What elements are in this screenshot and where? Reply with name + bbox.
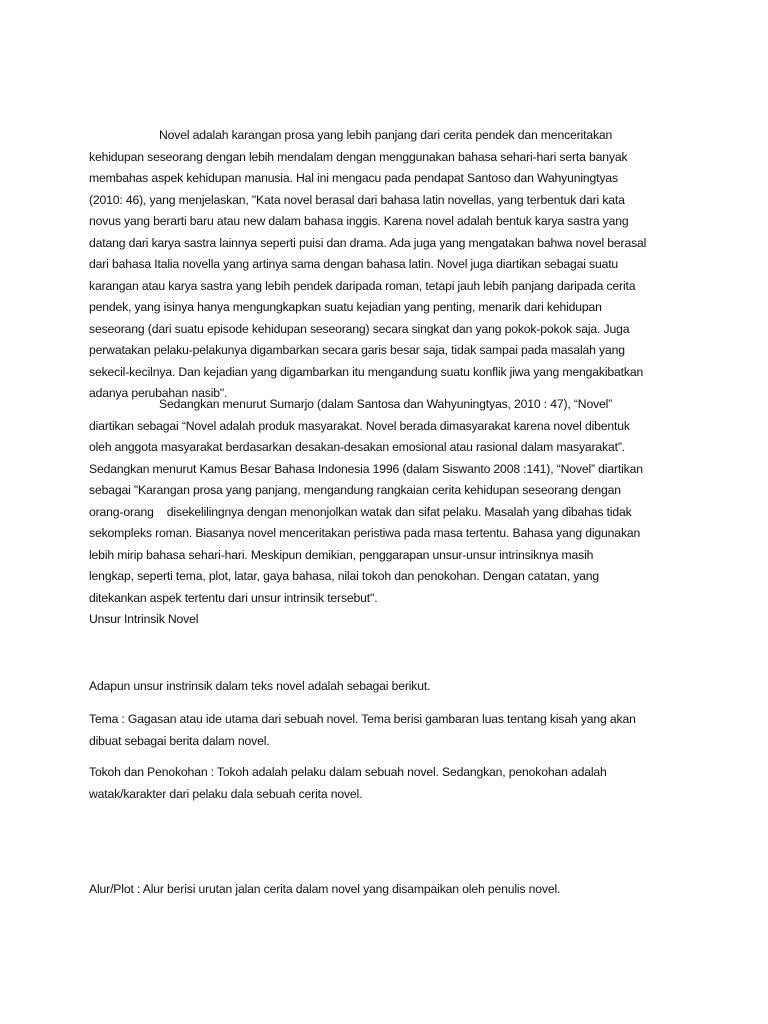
heading-text: Unsur Intrinsik Novel [89, 612, 199, 626]
text-line: Sedangkan menurut Kamus Besar Bahasa Indonesia 1996 (dalam Siswanto 2008 :141), “Novel” diartikan [89, 461, 643, 476]
text-line: datang dari karya sastra lainnya seperti puisi dan drama. Ada juga yang mengatakan bahwa novel berasal [89, 235, 647, 250]
text-line: oleh anggota masyarakat berdasarkan desakan-desakan emosional atau rasional dalam masyarakat”. [89, 440, 626, 454]
item-tema [89, 709, 689, 752]
text-line: Adapun unsur instrinsik dalam teks novel adalah sebagai berikut. [89, 679, 431, 693]
text-line: sekecil-kecilnya. Dan kejadian yang digambarkan itu mengandung suatu konflik jiwa yang mengakibatkan [89, 364, 644, 379]
paragraph-novel-definition [89, 125, 689, 405]
text-line: pendek, yang isinya hanya mengungkapkan suatu kejadian yang penting, menarik dari kehidupan [89, 300, 602, 314]
text-line: membahas aspek kehidupan manusia. Hal ini mengacu pada pendapat Santoso dan Wahyuningtyas [89, 171, 618, 185]
text-line: orang-orang disekelilingnya dengan menonjolkan watak dan sifat pelaku. Masalah yang dibahas tidak [89, 504, 632, 519]
text-line: lengkap, seperti tema, plot, latar, gaya bahasa, nilai tokoh dan penokohan. Dengan catatan, yang [89, 569, 600, 583]
text-line: karangan atau karya sastra yang lebih pendek daripada roman, tetapi jauh lebih panjang daripada cerita [89, 278, 636, 293]
text-line: Alur/Plot : Alur berisi urutan jalan cerita dalam novel yang disampaikan oleh penulis novel. [89, 882, 561, 896]
text-line: ditekankan aspek tertentu dari unsur intrinsik tersebut". [89, 590, 378, 605]
text-line: kehidupan seseorang dengan lebih mendalam dengan menggunakan bahasa sehari-hari serta banyak [89, 149, 628, 164]
text-line: dibuat sebagai berita dalam novel. [89, 733, 270, 748]
text-line: adanya perubahan nasib". [89, 386, 228, 400]
text-line: novus yang berarti baru atau new dalam bahasa inggis. Karena novel adalah bentuk karya sastra yang [89, 214, 629, 228]
text-line: perwatakan pelaku-pelakunya digambarkan secara garis besar saja, tidak sampai pada masalah yang [89, 343, 625, 357]
text-line: Tema : Gagasan atau ide utama dari sebuah novel. Tema berisi gambaran luas tentang kisah yang akan [89, 712, 636, 726]
item-tokoh-penokohan [89, 762, 689, 805]
item-alur-plot [89, 879, 689, 901]
paragraph-sumarjo-quote [89, 394, 689, 609]
text-line: (2010: 46), yang menjelaskan, "Kata novel berasal dari bahasa latin novellas, yang terbentuk dari kata [89, 192, 625, 207]
text-line: Tokoh dan Penokohan : Tokoh adalah pelaku dalam sebuah novel. Sedangkan, penokohan adalah [89, 765, 607, 779]
text-line: sekompleks roman. Biasanya novel menceritakan peristiwa pada masa tertentu. Bahasa yang digunakan [89, 526, 641, 540]
text-line: Sedangkan menurut Sumarjo (dalam Santosa dan Wahyuningtyas, 2010 : 47), “Novel” [159, 397, 613, 411]
text-line: diartikan sebagai “Novel adalah produk masyarakat. Novel berada dimasyarakat karena novel dibentuk [89, 418, 630, 433]
text-line: lebih mirip bahasa sehari-hari. Meskipun demikian, penggarapan unsur-unsur intrinsiknya masih [89, 547, 594, 562]
text-line: seseorang (dari suatu episode kehidupan seseorang) secara singkat dan yang pokok-pokok saja. Juga [89, 321, 630, 336]
text-line: watak/karakter dari pelaku dala sebuah cerita novel. [89, 786, 363, 801]
section-heading [89, 609, 689, 631]
intro-sentence [89, 676, 689, 698]
text-line: dari bahasa Italia novella yang artinya sama dengan bahasa latin. Novel juga diartikan sebagai suatu [89, 257, 619, 271]
text-line: sebagai "Karangan prosa yang panjang, mengandung rangkaian cerita kehidupan seseorang dengan [89, 483, 621, 497]
text-line: Novel adalah karangan prosa yang lebih panjang dari cerita pendek dan menceritakan [159, 128, 613, 142]
